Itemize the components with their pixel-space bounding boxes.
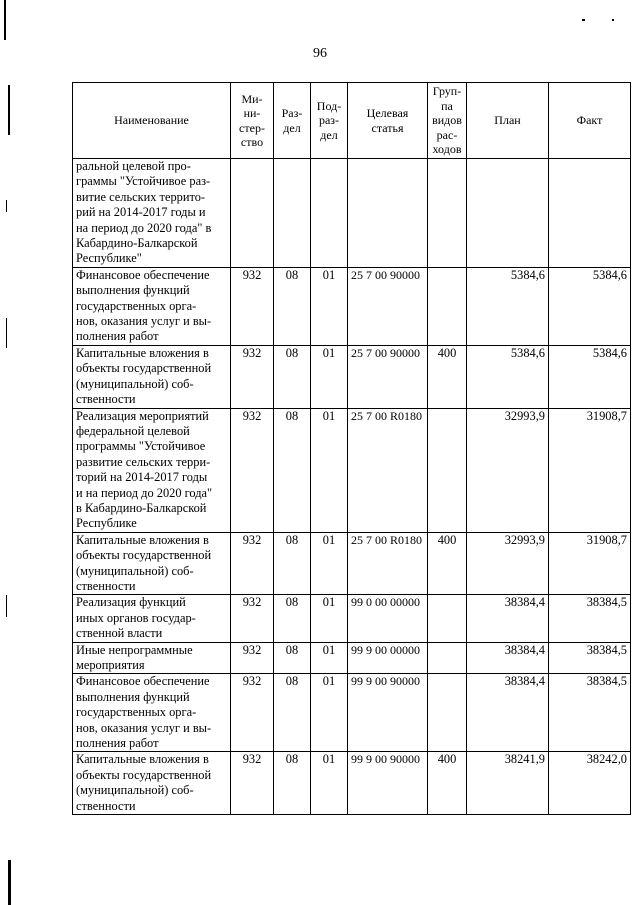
cell-section: 08 (274, 642, 311, 674)
header-ministry-label: Ми- ни- стер- ство (239, 91, 265, 149)
scan-edge-mark (6, 595, 7, 617)
cell-plan: 5384,6 (467, 267, 549, 345)
cell-subsection: 01 (311, 674, 348, 752)
budget-table (72, 82, 631, 815)
table-row (73, 408, 631, 532)
cell-name: Финансовое обеспечение выполнения функций государственных орга- нов, оказания услуг и вы- полнения работ (73, 267, 231, 345)
cell-subsection: 01 (311, 267, 348, 345)
cell-fact: 38384,5 (549, 642, 631, 674)
cell-plan: 32993,9 (467, 408, 549, 532)
cell-plan: 38241,9 (467, 752, 549, 815)
cell-fact: 31908,7 (549, 532, 631, 595)
cell-target: 25 7 00 90000 (348, 267, 428, 345)
cell-fact: 38384,5 (549, 595, 631, 642)
scan-edge-mark (6, 318, 7, 348)
header-subsection-label: Под- раз- дел (316, 98, 342, 142)
cell-exptype (428, 642, 467, 674)
cell-ministry: 932 (231, 642, 274, 674)
cell-target: 99 9 00 00000 (348, 642, 428, 674)
cell-exptype: 400 (428, 532, 467, 595)
cell-target: 25 7 00 R0180 (348, 532, 428, 595)
page-number: 96 (313, 46, 327, 61)
header-section (274, 83, 311, 159)
scan-speck (582, 19, 585, 21)
cell-target (348, 159, 428, 268)
cell-ministry: 932 (231, 532, 274, 595)
scan-edge-mark (8, 860, 11, 905)
table-row (73, 532, 631, 595)
scan-edge-mark (6, 200, 7, 212)
cell-name: Финансовое обеспечение выполнения функций государственных орга- нов, оказания услуг и вы- полнения работ (73, 674, 231, 752)
header-name (73, 83, 231, 159)
cell-name: Реализация функций иных органов государ- ственной власти (73, 595, 231, 642)
cell-name: Капитальные вложения в объекты государственной (муниципальной) соб- ственности (73, 532, 231, 595)
cell-fact: 5384,6 (549, 267, 631, 345)
cell-name: Капитальные вложения в объекты государственной (муниципальной) соб- ственности (73, 345, 231, 408)
header-target-label: Целевая статья (366, 106, 409, 135)
scan-speck (612, 19, 614, 21)
cell-fact (549, 159, 631, 268)
cell-section: 08 (274, 345, 311, 408)
cell-target: 25 7 00 R0180 (348, 408, 428, 532)
scan-edge-mark (4, 0, 6, 40)
table-row (73, 642, 631, 674)
cell-subsection: 01 (311, 532, 348, 595)
cell-section: 08 (274, 595, 311, 642)
cell-ministry: 932 (231, 408, 274, 532)
cell-target: 99 0 00 00000 (348, 595, 428, 642)
cell-ministry: 932 (231, 595, 274, 642)
cell-exptype (428, 674, 467, 752)
cell-name: Капитальные вложения в объекты государственной (муниципальной) соб- ственности (73, 752, 231, 815)
cell-plan: 38384,4 (467, 674, 549, 752)
cell-name: ральной целевой про- граммы "Устойчивое раз- витие сельских террито- рий на 2014-2017 годы и на период до 2020 года" в Кабардино-Балкарской Республике" (73, 159, 231, 268)
table-row (73, 267, 631, 345)
table-row (73, 752, 631, 815)
header-subsection (311, 83, 348, 159)
header-target (348, 83, 428, 159)
cell-ministry: 932 (231, 752, 274, 815)
cell-target: 25 7 00 90000 (348, 345, 428, 408)
cell-plan: 32993,9 (467, 532, 549, 595)
header-ministry (231, 83, 274, 159)
cell-target: 99 9 00 90000 (348, 752, 428, 815)
cell-fact: 31908,7 (549, 408, 631, 532)
cell-subsection: 01 (311, 752, 348, 815)
header-fact (549, 83, 631, 159)
cell-ministry: 932 (231, 674, 274, 752)
cell-subsection: 01 (311, 595, 348, 642)
cell-exptype: 400 (428, 752, 467, 815)
cell-name: Реализация мероприятий федеральной целевой программы "Устойчивое развитие сельских терри- торий на 2014-2017 годы и на период до 2020 года" в Кабардино-Балкарской Республике (73, 408, 231, 532)
header-exptype-label: Груп- па видов рас- ходов (432, 84, 462, 157)
header-name-label: Наименование (114, 113, 189, 128)
cell-subsection (311, 159, 348, 268)
cell-plan: 38384,4 (467, 642, 549, 674)
cell-fact: 38242,0 (549, 752, 631, 815)
cell-subsection: 01 (311, 642, 348, 674)
cell-plan: 5384,6 (467, 345, 549, 408)
cell-exptype (428, 595, 467, 642)
cell-exptype: 400 (428, 345, 467, 408)
cell-name: Иные непрограммные мероприятия (73, 642, 231, 674)
cell-ministry: 932 (231, 267, 274, 345)
cell-ministry (231, 159, 274, 268)
cell-subsection: 01 (311, 408, 348, 532)
cell-exptype (428, 159, 467, 268)
cell-section: 08 (274, 752, 311, 815)
cell-fact: 5384,6 (549, 345, 631, 408)
header-plan-label: План (494, 113, 521, 128)
cell-plan: 38384,4 (467, 595, 549, 642)
scan-edge-mark (8, 85, 10, 135)
table-row (73, 159, 631, 268)
header-fact-label: Факт (576, 113, 603, 128)
cell-section: 08 (274, 408, 311, 532)
cell-section: 08 (274, 674, 311, 752)
table-row (73, 595, 631, 642)
header-plan (467, 83, 549, 159)
cell-target: 99 9 00 90000 (348, 674, 428, 752)
cell-plan (467, 159, 549, 268)
table-row (73, 674, 631, 752)
cell-section: 08 (274, 532, 311, 595)
cell-ministry: 932 (231, 345, 274, 408)
header-section-label: Раз- дел (281, 106, 303, 135)
cell-subsection: 01 (311, 345, 348, 408)
cell-fact: 38384,5 (549, 674, 631, 752)
table-row (73, 345, 631, 408)
table-header-row (73, 83, 631, 159)
cell-exptype (428, 408, 467, 532)
cell-section: 08 (274, 267, 311, 345)
cell-section (274, 159, 311, 268)
cell-exptype (428, 267, 467, 345)
header-exptype (428, 83, 467, 159)
